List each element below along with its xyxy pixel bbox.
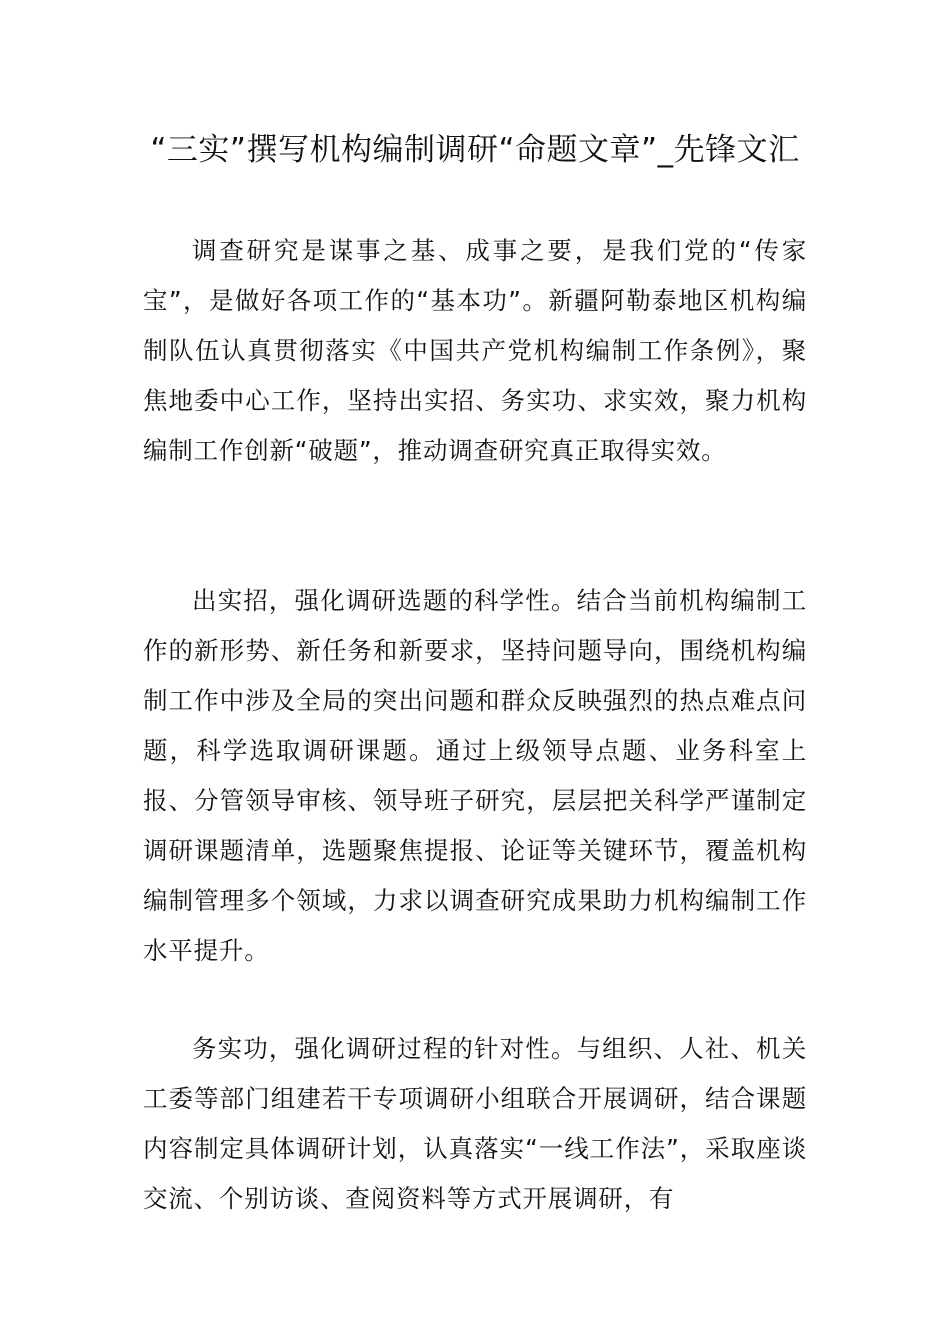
paragraph-intro: 调查研究是谋事之基、成事之要，是我们党的“传家宝”，是做好各项工作的“基本功”。新疆阿勒泰地区机构编制队伍认真贯彻落实《中国共产党机构编制工作条例》，聚焦地委中心工作，坚持出实招、务实功、求实效，聚力机构编制工作创新“破题”，推动调查研究真正取得实效。 bbox=[143, 236, 807, 465]
paragraph-practical-measures: 出实招，强化调研选题的科学性。结合当前机构编制工作的新形势、新任务和新要求，坚持问题导向，围绕机构编制工作中涉及全局的突出问题和群众反映强烈的热点难点问题，科学选取调研课题。通过上级领导点题、业务科室上报、分管领导审核、领导班子研究，层层把关科学严谨制定调研课题清单，选题聚焦提报、论证等关键环节，覆盖机构编制管理多个领域，力求以调查研究成果助力机构编制工作水平提升。 bbox=[143, 586, 807, 965]
document-title: “三实”撰写机构编制调研“命题文章”_先锋文汇 bbox=[150, 132, 800, 168]
paragraph-practical-work: 务实功，强化调研过程的针对性。与组织、人社、机关工委等部门组建若干专项调研小组联合开展调研，结合课题内容制定具体调研计划，认真落实“一线工作法”，采取座谈交流、个别访谈、查阅资料等方式开展调研，有 bbox=[143, 1034, 807, 1213]
